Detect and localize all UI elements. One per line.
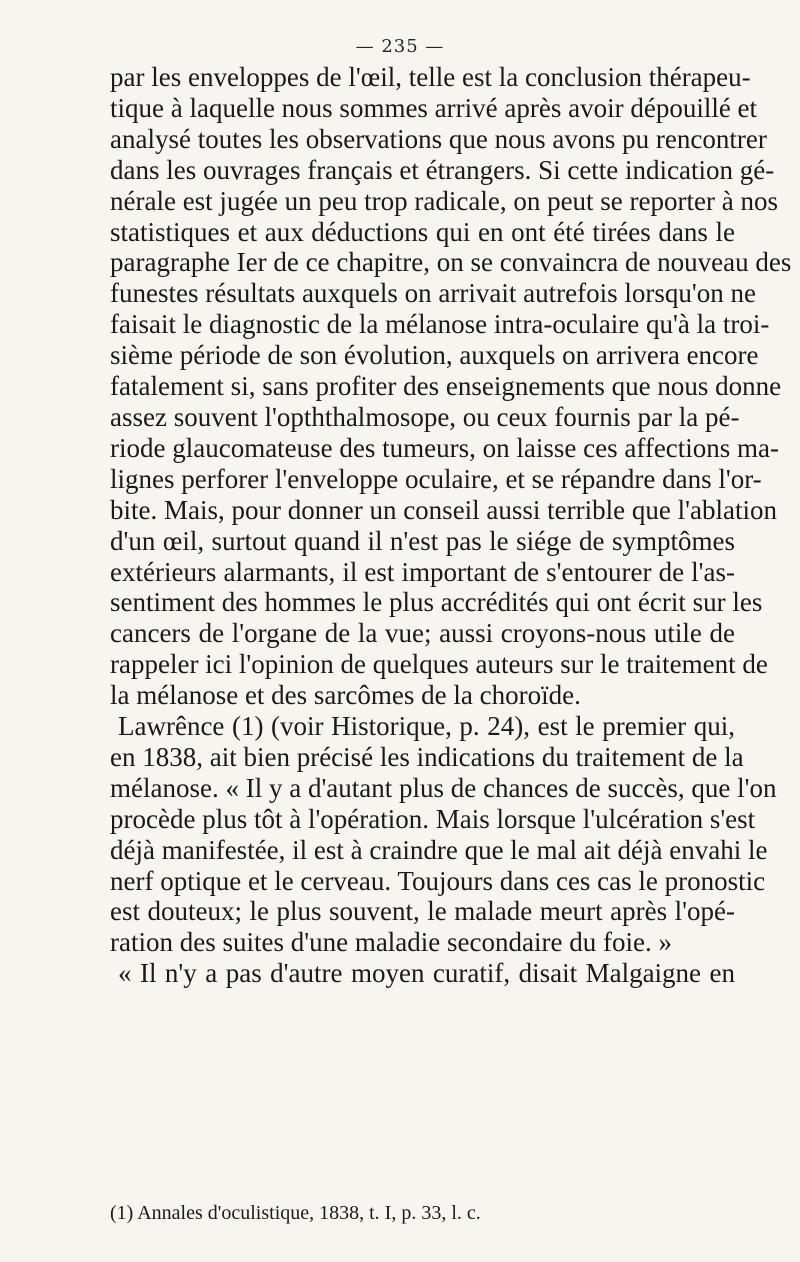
text-line: sième période de son évolution, auxquels on arrivera encore <box>110 340 759 371</box>
text-line: la mélanose et des sarcômes de la choroïde. <box>110 680 581 711</box>
body-text <box>110 62 792 989</box>
paragraph-1 <box>110 62 792 711</box>
text-line: est douteux; le plus souvent, le malade meurt après l'opé- <box>110 896 735 927</box>
text-line: statistiques et aux déductions qui en ont été tirées dans le <box>110 216 735 247</box>
text-line: bite. Mais, pour donner un conseil aussi terrible que l'ablation <box>110 494 777 525</box>
text-line: déjà manifestée, il est à craindre que le mal ait déjà envahi le <box>110 834 768 865</box>
text-line: funestes résultats auxquels on arrivait autrefois lorsqu'on ne <box>110 278 756 309</box>
text-line: paragraphe Ier de ce chapitre, on se convaincra de nouveau des <box>110 247 792 278</box>
text-line: cancers de l'organe de la vue; aussi croyons-nous utile de <box>110 618 735 649</box>
text-line: extérieurs alarmants, il est important de s'entourer de l'as- <box>110 556 735 587</box>
text-line: d'un œil, surtout quand il n'est pas le siége de symptômes <box>110 525 735 556</box>
text-line: nerf optique et le cerveau. Toujours dans ces cas le pronostic <box>110 865 766 896</box>
text-line: fatalement si, sans profiter des enseignements que nous donne <box>110 371 782 402</box>
text-line: procède plus tôt à l'opération. Mais lorsque l'ulcération s'est <box>110 803 756 834</box>
text-line: Lawrênce (1) (voir Historique, p. 24), est le premier qui, <box>118 711 735 742</box>
text-line: riode glaucomateuse des tumeurs, on laisse ces affections ma- <box>110 432 780 463</box>
text-line: nérale est jugée un peu trop radicale, on peut se reporter à nos <box>110 185 778 216</box>
text-line: analysé toutes les observations que nous avons pu rencontrer <box>110 123 767 154</box>
text-line: lignes perforer l'enveloppe oculaire, et se répandre dans l'or- <box>110 463 762 494</box>
text-line: dans les ouvrages français et étrangers. Si cette indication gé- <box>110 154 775 185</box>
text-line: rappeler ici l'opinion de quelques auteurs sur le traitement de <box>110 649 768 680</box>
text-line: « Il n'y a pas d'autre moyen curatif, disait Malgaigne en <box>118 958 735 989</box>
text-line: tique à laquelle nous sommes arrivé après avoir dépouillé et <box>110 92 758 123</box>
footnote: (1) Annales d'oculistique, 1838, t. I, p. 33, l. c. <box>110 1202 481 1224</box>
text-line: en 1838, ait bien précisé les indications du traitement de la <box>110 741 744 772</box>
text-line: sentiment des hommes le plus accrédités qui ont écrit sur les <box>110 587 763 618</box>
text-line: mélanose. « Il y a d'autant plus de chances de succès, que l'on <box>110 772 777 803</box>
text-line: par les enveloppes de l'œil, telle est la conclusion thérapeu- <box>110 62 751 92</box>
text-line: ration des suites d'une maladie secondaire du foie. » <box>110 927 672 958</box>
paragraph-2 <box>110 711 777 958</box>
text-line: faisait le diagnostic de la mélanose intra-oculaire qu'à la troi- <box>110 309 770 340</box>
text-line: assez souvent l'opththalmosope, ou ceux fournis par la pé- <box>110 401 740 432</box>
paragraph-3 <box>110 958 735 989</box>
page-number: — 235 — <box>355 36 445 57</box>
